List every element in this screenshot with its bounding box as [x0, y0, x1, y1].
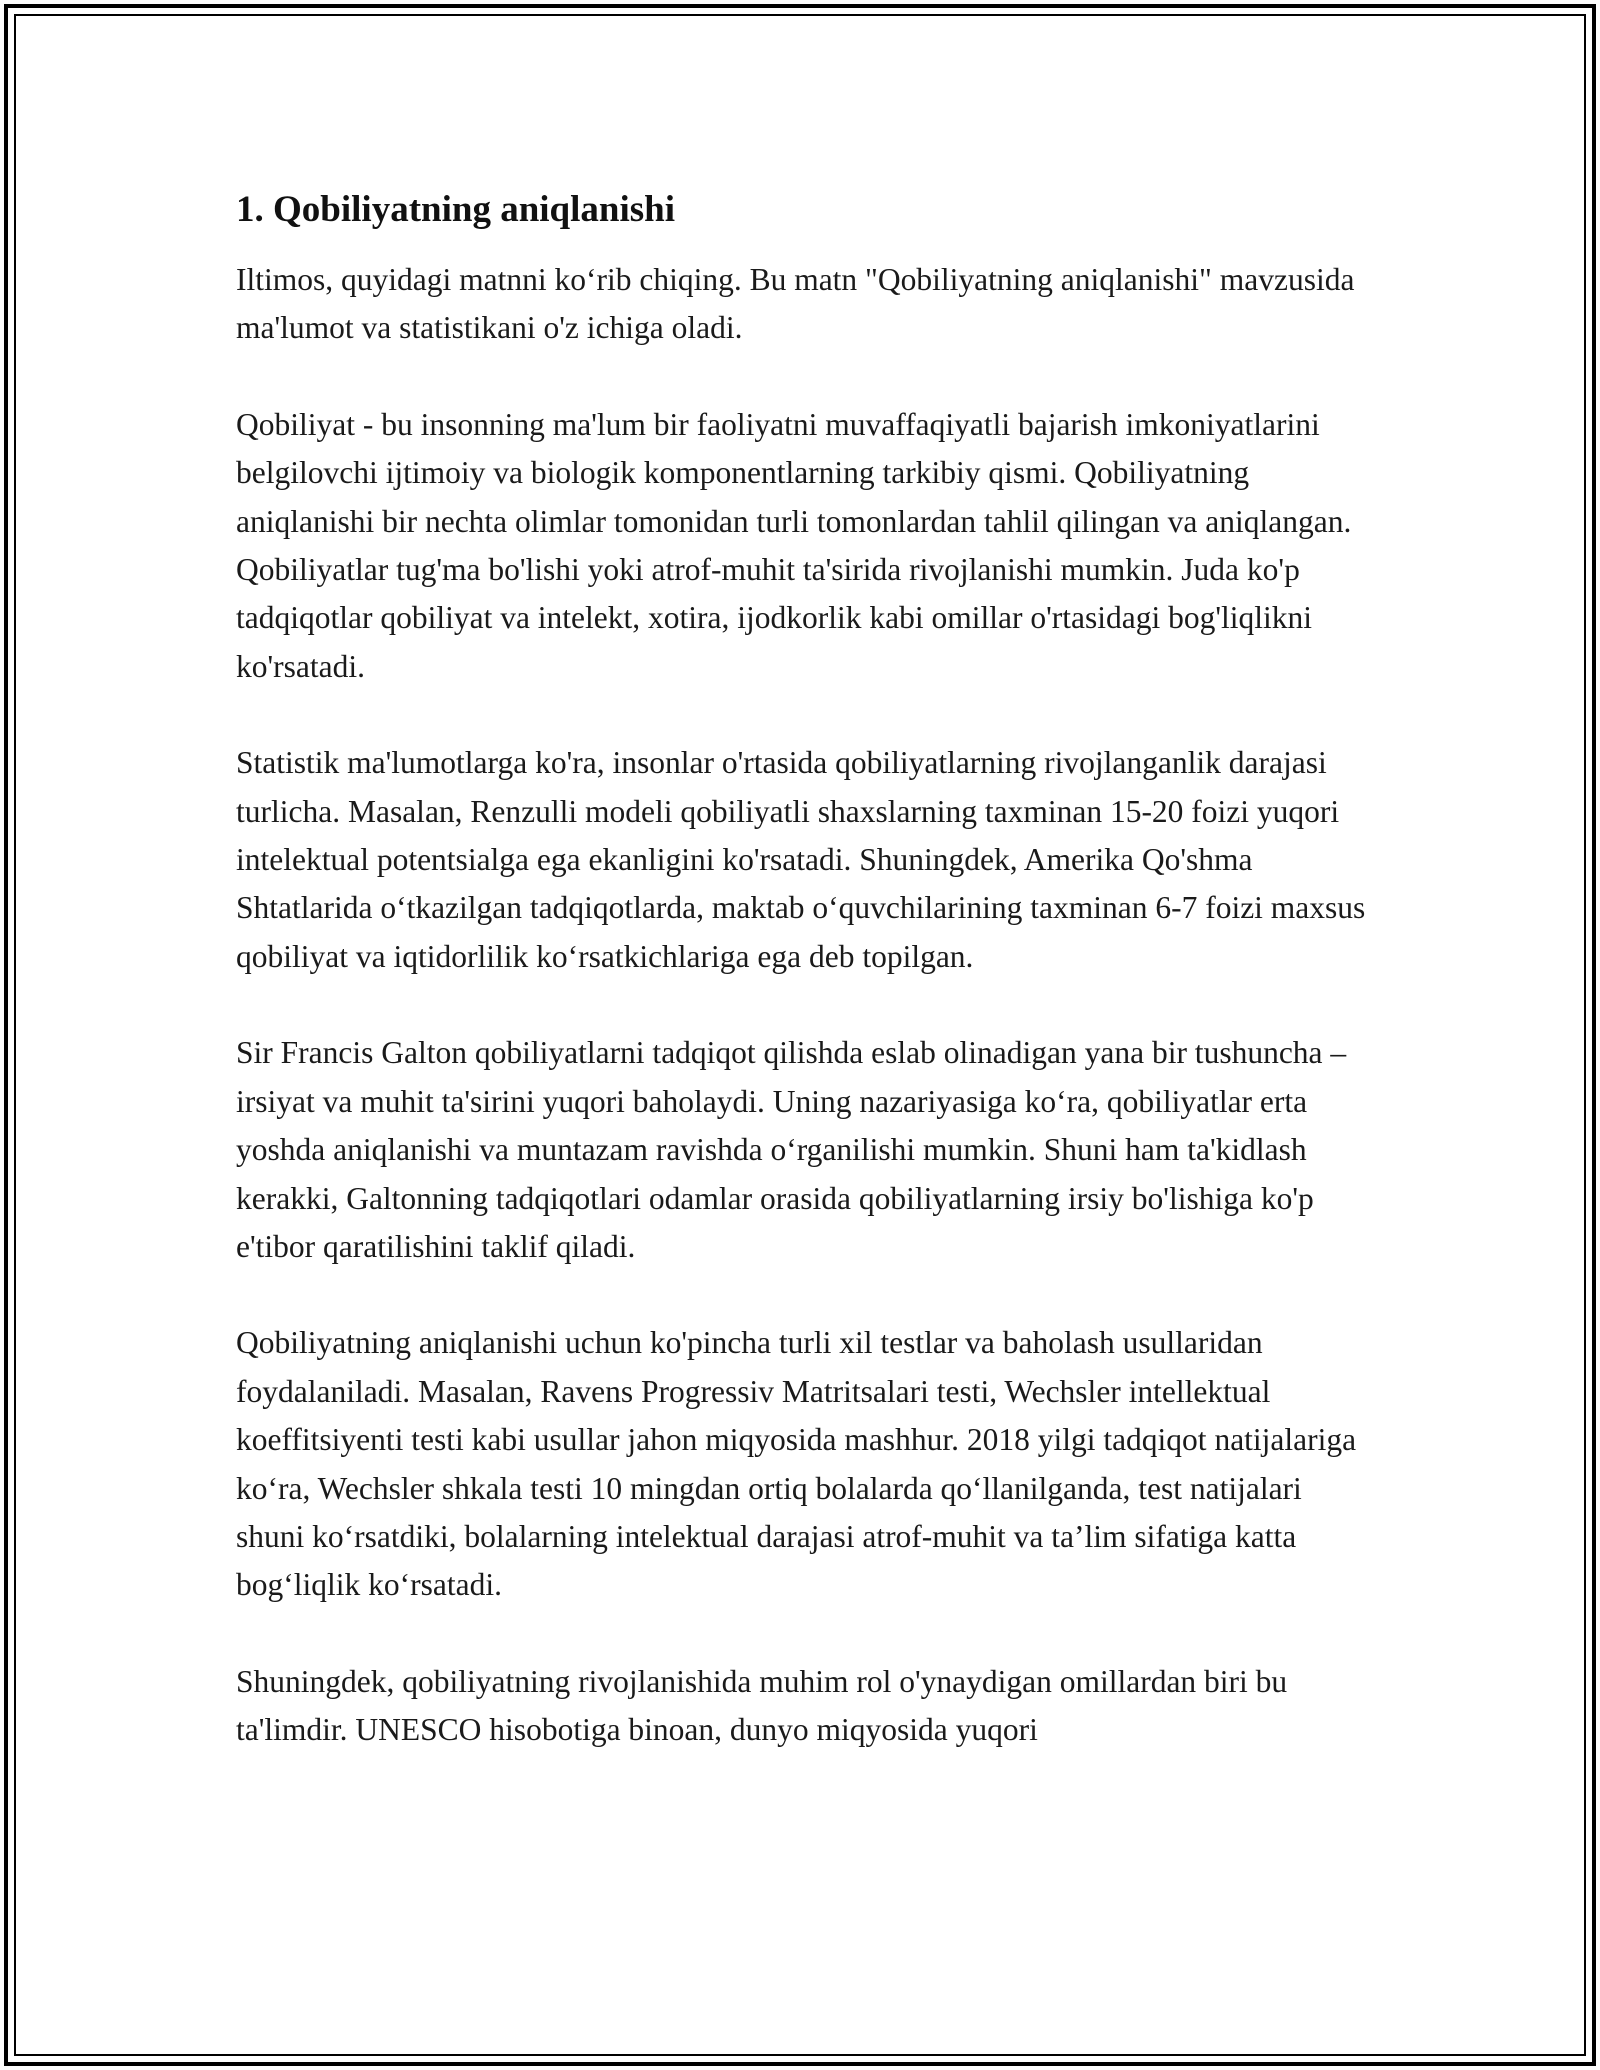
document-body — [236, 186, 1366, 1803]
paragraph-definition: Qobiliyat - bu insonning ma'lum bir faoliyatni muvaffaqiyatli bajarish imkoniyatlarini belgilovchi ijtimoiy va biologik komponentlarning tarkibiy qismi. Qobiliyatning aniqlanishi bir nechta olimlar tomonidan turli tomonlardan tahlil qilingan va aniqlangan. Qobiliyatlar tug'ma bo'lishi yoki atrof-muhit ta'sirida rivojlanishi mumkin. Juda ko'p tadqiqotlar qobiliyat va intelekt, xotira, ijodkorlik kabi omillar o'rtasidagi bog'liqlikni ko'rsatadi. — [236, 406, 1352, 684]
paragraph-testing: Qobiliyatning aniqlanishi uchun ko'pincha turli xil testlar va baholash usullaridan foydalaniladi. Masalan, Ravens Progressiv Matritsalari testi, Wechsler intellektual koeffitsiyenti testi kabi usullar jahon miqyosida mashhur. 2018 yilgi tadqiqot natijalariga ko‘ra, Wechsler shkala testi 10 mingdan ortiq bolalarda qo‘llanilganda, test natijalari shuni ko‘rsatdiki, bolalarning intelektual darajasi atrof-muhit va ta’lim sifatiga katta bog‘liqlik ko‘rsatadi. — [236, 1325, 1357, 1603]
paragraph-intro: Iltimos, quyidagi matnni ko‘rib chiqing. Bu matn "Qobiliyatning aniqlanishi" mavzusida ma'lumot va statistikani o'z ichiga oladi. — [236, 262, 1355, 346]
paragraph-statistics: Statistik ma'lumotlarga ko'ra, insonlar o'rtasida qobiliyatlarning rivojlanganlik darajasi turlicha. Masalan, Renzulli modeli qobiliyatli shaxslarning taxminan 15-20 foizi yuqori intelektual potentsialga ega ekanligini ko'rsatadi. Shuningdek, Amerika Qo'shma Shtatlarida o‘tkazilgan tadqiqotlarda, maktab o‘quvchilarining taxminan 6-7 foizi maxsus qobiliyat va iqtidorlilik ko‘rsatkichlariga ega deb topilgan. — [236, 745, 1366, 974]
paragraph-galton: Sir Francis Galton qobiliyatlarni tadqiqot qilishda eslab olinadigan yana bir tushuncha – irsiyat va muhit ta'sirini yuqori baholaydi. Uning nazariyasiga ko‘ra, qobiliyatlar erta yoshda aniqlanishi va muntazam ravishda o‘rganilishi mumkin. Shuni ham ta'kidlash kerakki, Galtonning tadqiqotlari odamlar orasida qobiliyatlarning irsiy bo'lishiga ko'p e'tibor qaratilishini taklif qiladi. — [236, 1035, 1347, 1264]
document-title: 1. Qobiliyatning aniqlanishi — [236, 189, 676, 230]
paragraph-education: Shuningdek, qobiliyatning rivojlanishida muhim rol o'ynaydigan omillardan biri bu ta'limdir. UNESCO hisobotiga binoan, dunyo miqyosida yuqori — [236, 1663, 1288, 1748]
